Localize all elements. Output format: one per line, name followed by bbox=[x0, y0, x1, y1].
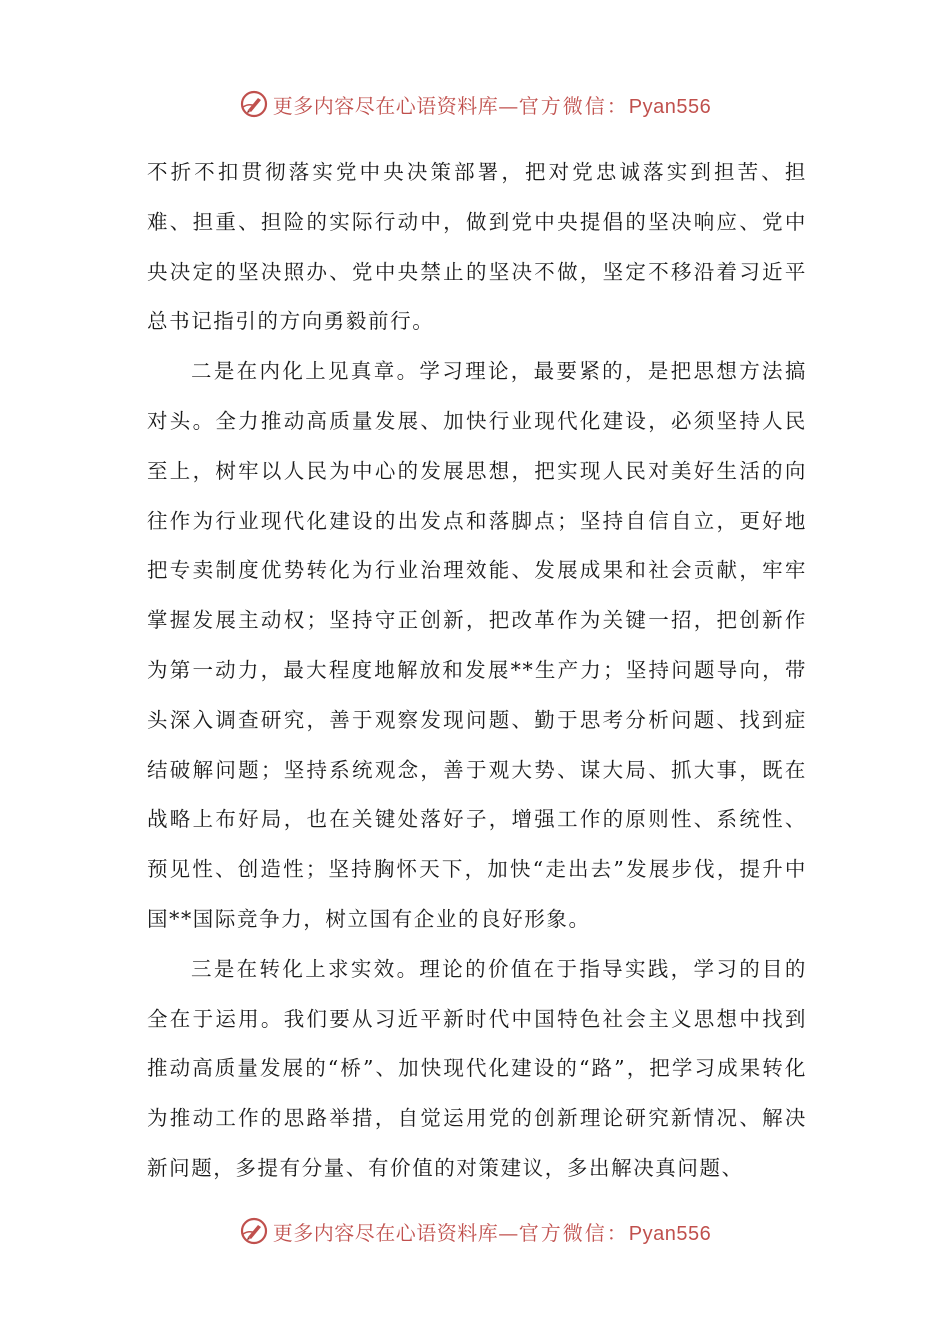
footer-banner-text bbox=[273, 1217, 711, 1246]
footer-site-name: 更多内容尽在心语资料库 bbox=[272, 1220, 499, 1245]
footer-separator: — bbox=[498, 1220, 519, 1245]
pen-logo-icon bbox=[239, 1216, 269, 1246]
header-banner bbox=[0, 84, 950, 124]
pen-logo-icon bbox=[239, 89, 269, 119]
header-wechat-label: 官方微信： bbox=[518, 93, 629, 118]
footer-banner bbox=[0, 1211, 950, 1251]
document-body bbox=[147, 148, 807, 1194]
footer-wechat-label: 官方微信： bbox=[518, 1220, 629, 1245]
paragraph-point-two: 二是在内化上见真章。学习理论，最要紧的，是把思想方法搞对头。全力推动高质量发展、加快行业现代化建设，必须坚持人民至上，树牢以人民为中心的发展思想，把实现人民对美好生活的向往作为行业现代化建设的出发点和落脚点；坚持自信自立，更好地把专卖制度优势转化为行业治理效能、发展成果和社会贡献，牢牢掌握发展主动权；坚持守正创新，把改革作为关键一招，把创新作为第一动力，最大程度地解放和发展**生产力；坚持问题导向，带头深入调查研究，善于观察发现问题、勤于思考分析问题、找到症结破解问题；坚持系统观念，善于观大势、谋大局、抓大事，既在战略上布好局，也在关键处落好子，增强工作的原则性、系统性、预见性、创造性；坚持胸怀天下，加快“走出去”发展步伐，提升中国**国际竞争力，树立国有企业的良好形象。 bbox=[147, 359, 807, 931]
header-site-name: 更多内容尽在心语资料库 bbox=[272, 93, 499, 118]
paragraph-point-three: 三是在转化上求实效。理论的价值在于指导实践，学习的目的全在于运用。我们要从习近平新时代中国特色社会主义思想中找到推动高质量发展的“桥”、加快现代化建设的“路”，把学习成果转化为推动工作的思路举措，自觉运用党的创新理论研究新情况、解决新问题，多提有分量、有价值的对策建议，多出解决真问题、 bbox=[147, 956, 807, 1180]
header-wechat-account: Pyan556 bbox=[628, 95, 712, 118]
footer-wechat-account: Pyan556 bbox=[628, 1222, 712, 1245]
paragraph-continuation: 不折不扣贯彻落实党中央决策部署，把对党忠诚落实到担苦、担难、担重、担险的实际行动中，做到党中央提倡的坚决响应、党中央决定的坚决照办、党中央禁止的坚决不做，坚定不移沿着习近平总书记指引的方向勇毅前行。 bbox=[147, 160, 807, 334]
header-banner-text bbox=[273, 90, 711, 119]
header-separator: — bbox=[498, 93, 519, 118]
